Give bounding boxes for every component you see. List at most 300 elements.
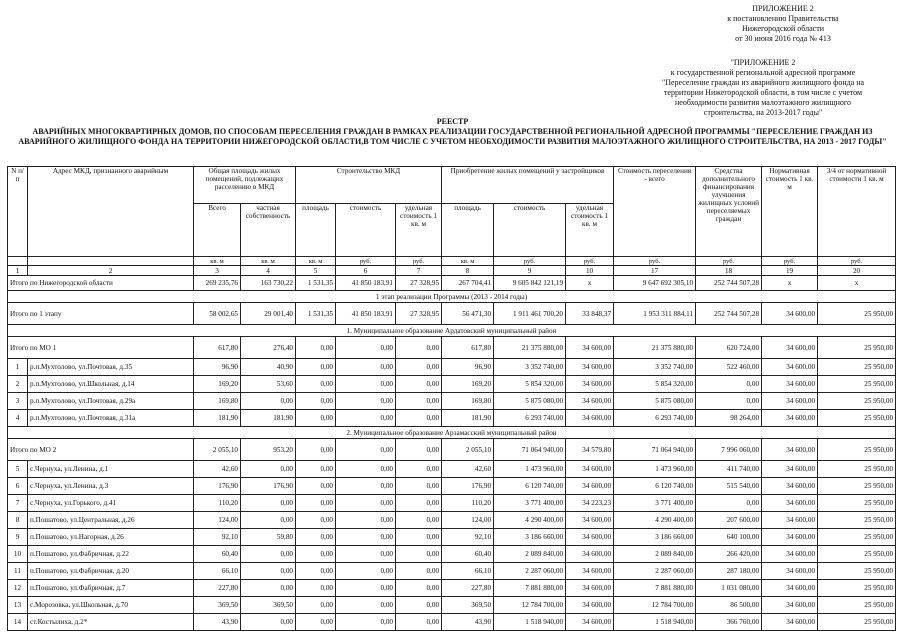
table-cell: 0,00 [396,529,442,546]
appendix-header [683,4,883,44]
table-cell: 34 600,00 [566,512,614,529]
table-cell: х [762,276,818,291]
col-construction-group-header: Строительство МКД [296,167,442,204]
table-cell: 5 854 320,00 [614,376,696,393]
table-cell: 3 [194,266,241,276]
table-row [8,359,896,376]
table-cell: 34 600,00 [566,563,614,580]
table-cell: 169,80 [194,393,241,410]
table-cell: 3 352 740,00 [494,359,566,376]
table-cell: 0,00 [396,337,442,359]
table-cell: руб. [336,257,396,266]
table-cell: 34 600,00 [762,303,818,325]
table-cell: 9 647 692 305,10 [614,276,696,291]
table-cell: 2 089 840,00 [494,546,566,563]
table-cell: 0,00 [336,359,396,376]
table-cell: 0,00 [396,495,442,512]
table-cell: 92,10 [194,529,241,546]
table-cell: 0,00 [396,461,442,478]
table-row [8,597,896,614]
table-cell: 0,00 [396,614,442,631]
table-cell: 0,00 [296,563,336,580]
table-cell: 34 600,00 [762,529,818,546]
table-cell: 0,00 [296,359,336,376]
column-index-row [8,266,896,276]
table-cell: 0,00 [336,410,396,427]
section-2-row [8,427,896,439]
table-cell: 227,80 [442,580,494,597]
table-row [8,495,896,512]
table-cell: 10 [8,546,28,563]
table-cell: 34 600,00 [762,614,818,631]
table-cell: руб. [762,257,818,266]
table-cell: 4 290 400,00 [494,512,566,529]
table-row [8,461,896,478]
table-cell: 3 [8,393,28,410]
table-cell: 2 055,10 [194,439,241,461]
table-cell: 21 375 880,00 [494,337,566,359]
col-acquisition-group-header: Приобретение жилых помещений у застройщиков [442,167,614,204]
table-cell: 12 [8,580,28,597]
table-cell: 71 064 940,00 [494,439,566,461]
program-line: "Переселение граждан из аварийного жилищного фонда на [661,78,865,87]
table-row [8,614,896,631]
table-cell: 34 600,00 [762,546,818,563]
table-cell: 2 055,10 [442,439,494,461]
table-cell: 0,00 [336,478,396,495]
table-cell: 620 724,00 [696,337,762,359]
col-area-total-header: Всего [194,204,241,257]
table-cell: 0,00 [241,461,296,478]
table-cell: 3 352 740,00 [614,359,696,376]
table-cell: 2. Муниципальное образование Арзамасский муниципальный район [8,427,896,439]
table-cell: 34 600,00 [762,563,818,580]
table-cell: 25 950,00 [818,597,896,614]
table-cell: 14 [8,614,28,631]
table-cell: 0,00 [336,614,396,631]
table-cell: 369,50 [442,597,494,614]
table-row [8,478,896,495]
table-cell: 1 473 960,00 [494,461,566,478]
table-cell: 2 [8,376,28,393]
table-cell: п.Пошатово, ул.Фабричная, д.22 [28,546,194,563]
table-cell: 25 950,00 [818,439,896,461]
table-cell: 66,10 [194,563,241,580]
registry-table [7,166,896,631]
table-cell: 10 [566,266,614,276]
table-cell: 0,00 [336,597,396,614]
table-cell: 25 950,00 [818,359,896,376]
table-cell: 8 [8,512,28,529]
table-cell: 0,00 [296,393,336,410]
col-constr-cost-header: стоимость [336,204,396,257]
table-cell: 0,00 [296,461,336,478]
table-cell: р.п.Мухтолово, ул.Почтовая, д.35 [28,359,194,376]
table-cell: кв. м [296,257,336,266]
table-cell: 25 950,00 [818,337,896,359]
table-cell: 43,90 [194,614,241,631]
col-address-header: Адрес МКД, признанного аварийным [28,167,194,257]
table-cell: 0,00 [396,478,442,495]
table-cell: 19 [762,266,818,276]
table-cell: 33 848,37 [566,303,614,325]
table-cell: 34 600,00 [566,337,614,359]
total-mo2-row [8,439,896,461]
table-cell: 1 531,35 [296,303,336,325]
table-cell: 0,00 [396,512,442,529]
table-cell: 34 600,00 [762,461,818,478]
table-cell: 207 600,00 [696,512,762,529]
table-cell: 163 730,22 [241,276,296,291]
table-cell: 6 [336,266,396,276]
table-cell: 9 [494,266,566,276]
table-cell: 34 600,00 [762,580,818,597]
table-cell: руб. [818,257,896,266]
program-line: "ПРИЛОЖЕНИЕ 2 [730,58,796,67]
col-constr-unit-header: удельная стоимость 1 кв. м [396,204,442,257]
table-cell: 25 950,00 [818,529,896,546]
table-cell: 34 600,00 [566,614,614,631]
table-cell: 0,00 [241,614,296,631]
table-cell: 0,00 [296,439,336,461]
table-cell: п.Пошатово, ул.Центральная, д.26 [28,512,194,529]
table-cell: 4 [241,266,296,276]
table-cell: 366 760,00 [696,614,762,631]
table-cell: 20 [818,266,896,276]
table-cell: 0,00 [336,546,396,563]
col-norm-cost-header: Нормативная стоимость 1 кв. м [762,167,818,257]
table-cell: 1 911 461 700,20 [494,303,566,325]
table-cell: 1 473 960,00 [614,461,696,478]
table-cell: 0,00 [696,393,762,410]
table-cell: 6 120 740,00 [614,478,696,495]
table-cell: руб. [696,257,762,266]
table-cell: с.Чернуха, ул.Горького, д.41 [28,495,194,512]
table-cell: 110,20 [194,495,241,512]
table-cell: 0,00 [396,376,442,393]
table-cell: 3 186 660,00 [494,529,566,546]
table-cell: 0,00 [336,563,396,580]
table-cell: 1 этап реализации Программы (2013 - 2014 годы) [8,291,896,303]
table-cell: 34 600,00 [566,359,614,376]
table-cell: с.Чернуха, ул.Ленина, д.3 [28,478,194,495]
program-line: строительства, на 2013-2017 годы" [703,108,823,117]
total-region-row [8,276,896,291]
table-cell: 43,90 [442,614,494,631]
table-cell: 60,40 [442,546,494,563]
table-cell: р.п.Мухтолово, ул.Школьная, д.14 [28,376,194,393]
table-cell: 25 950,00 [818,580,896,597]
table-cell: 6 293 740,00 [494,410,566,427]
table-cell: п.Пошатово, ул.Нагорная, д.26 [28,529,194,546]
table-cell: 411 740,00 [696,461,762,478]
table-cell: п.Пошатово, ул.Фабричная, д.7 [28,580,194,597]
appendix-line: ПРИЛОЖЕНИЕ 2 [752,4,814,13]
table-cell: 3 771 400,00 [614,495,696,512]
registry-title [10,117,895,147]
table-cell: 4 290 400,00 [614,512,696,529]
table-cell: 34 223,23 [566,495,614,512]
appendix-line: Нижегородской области [741,24,824,33]
table-cell: 0,00 [336,461,396,478]
table-cell: 0,00 [396,439,442,461]
table-cell: 169,80 [442,393,494,410]
col-extra-funds-header: Средства дополнительного финансирования улучшения жилищных условий переселяемых граждан [696,167,762,257]
table-cell: 34 600,00 [566,580,614,597]
appendix-line: к постановлению Правительства [727,14,839,23]
table-row [8,376,896,393]
table-row [8,563,896,580]
table-cell: 4 [8,410,28,427]
table-cell: 59,80 [241,529,296,546]
table-cell: 34 600,00 [566,410,614,427]
table-cell: 181,90 [442,410,494,427]
table-cell: 0,00 [696,495,762,512]
table-cell: 369,50 [241,597,296,614]
table-cell: 42,60 [194,461,241,478]
table-cell: 34 600,00 [762,376,818,393]
table-cell: 34 600,00 [762,512,818,529]
section-1-row [8,325,896,337]
table-cell: х [818,276,896,291]
table-cell: 640 100,00 [696,529,762,546]
table-cell: 0,00 [296,512,336,529]
table-cell: 41 850 183,91 [336,303,396,325]
table-cell: 12 784 700,00 [494,597,566,614]
table-cell: 0,00 [336,376,396,393]
table-cell: ст.Костылиха, д.2* [28,614,194,631]
table-cell: кв. м [442,257,494,266]
table-cell: 25 950,00 [818,546,896,563]
table-cell: 522 460,00 [696,359,762,376]
table-cell: 3 186 660,00 [614,529,696,546]
table-cell: 0,00 [396,597,442,614]
col-acq-unit-header: удельная стоимость 1 кв. м [566,204,614,257]
table-cell: 0,00 [296,529,336,546]
table-cell: 252 744 507,28 [696,276,762,291]
table-cell: 25 950,00 [818,393,896,410]
table-cell: 25 950,00 [818,512,896,529]
table-cell: 34 600,00 [762,393,818,410]
table-cell: 58 002,65 [194,303,241,325]
table-cell: 34 600,00 [566,376,614,393]
table-cell: 1 [8,266,28,276]
table-cell: 1. Муниципальное образование Ардатовский муниципальный район [8,325,896,337]
table-row [8,529,896,546]
table-cell: 0,00 [396,410,442,427]
table-cell: 9 [8,529,28,546]
col-norm-34-header: 3/4 от нормативной стоимости 1 кв. м [818,167,896,257]
table-cell: с.Морозовка, ул.Школьная, д.70 [28,597,194,614]
table-cell: 515 540,00 [696,478,762,495]
table-row [8,546,896,563]
table-cell: 181,90 [241,410,296,427]
table-cell: Итого по Нижегородской области [8,276,194,291]
table-cell: 0,00 [336,393,396,410]
table-cell: 25 950,00 [818,410,896,427]
col-area-private-header: частная собственность [241,204,296,257]
table-cell: 25 950,00 [818,495,896,512]
table-cell: 0,00 [296,614,336,631]
table-cell: 34 600,00 [762,597,818,614]
table-cell: 13 [8,597,28,614]
table-cell: 12 784 700,00 [614,597,696,614]
col-acq-area-header: площадь [442,204,494,257]
table-cell: 7 881 880,00 [614,580,696,597]
table-cell: 0,00 [296,376,336,393]
table-cell: 1 031 080,00 [696,580,762,597]
table-cell: 1 518 940,00 [494,614,566,631]
table-cell: 176,90 [442,478,494,495]
table-cell: 0,00 [696,376,762,393]
table-cell: 98 264,00 [696,410,762,427]
table-cell: 27 328,95 [396,303,442,325]
table-cell: 8 [442,266,494,276]
table-cell: 34 600,00 [762,359,818,376]
table-cell: руб. [566,257,614,266]
table-cell: 0,00 [336,512,396,529]
table-cell: 27 328,95 [396,276,442,291]
table-cell: руб. [494,257,566,266]
table-cell: 227,80 [194,580,241,597]
table-cell: руб. [396,257,442,266]
table-cell: 0,00 [296,495,336,512]
table-cell: 6 120 740,00 [494,478,566,495]
table-cell: 86 500,00 [696,597,762,614]
table-cell: руб. [614,257,696,266]
table-cell: 34 600,00 [762,337,818,359]
table-cell: 34 600,00 [566,529,614,546]
table-cell: 617,80 [442,337,494,359]
table-cell: 0,00 [296,337,336,359]
table-cell: 252 744 507,28 [696,303,762,325]
table-cell: 267 704,41 [442,276,494,291]
table-cell: 124,00 [194,512,241,529]
table-cell: Итого по МО 2 [8,439,194,461]
table-cell: 56 471,30 [442,303,494,325]
table-cell: 18 [696,266,762,276]
program-header [643,58,883,118]
table-cell: 169,20 [194,376,241,393]
table-cell: 34 600,00 [566,546,614,563]
table-cell: 0,00 [396,393,442,410]
appendix-line: от 30 июня 2016 года № 413 [735,34,831,43]
table-cell: 11 [8,563,28,580]
table-cell: 2 287 060,00 [614,563,696,580]
table-cell: 0,00 [336,529,396,546]
registry-title-line1: РЕЕСТР [436,117,469,126]
table-cell: 41 850 183,91 [336,276,396,291]
table-cell: 0,00 [396,580,442,597]
table-cell: 0,00 [241,563,296,580]
table-cell: 66,10 [442,563,494,580]
table-cell: 0,00 [336,337,396,359]
col-area-group-header: Общая площадь жилых помещений, подлежащих расселению в МКД [194,167,296,204]
table-cell: 34 600,00 [762,439,818,461]
table-cell: 25 950,00 [818,614,896,631]
table-cell: 124,00 [442,512,494,529]
table-cell: 96,90 [194,359,241,376]
table-cell: 0,00 [336,580,396,597]
table-cell: 176,90 [241,478,296,495]
table-cell: 7 [8,495,28,512]
stage-title-row [8,291,896,303]
table-cell: 0,00 [396,546,442,563]
table-cell: 6 293 740,00 [614,410,696,427]
table-cell: 34 579,80 [566,439,614,461]
table-cell: 53,60 [241,376,296,393]
table-cell: 3 771 400,00 [494,495,566,512]
table-cell: 0,00 [396,563,442,580]
table-cell: р.п.Мухтолово, ул.Почтовая, д.31а [28,410,194,427]
table-cell: 6 [8,478,28,495]
table-row [8,393,896,410]
table-cell: Итого по МО 1 [8,337,194,359]
table-cell: 0,00 [296,597,336,614]
table-cell: 0,00 [241,512,296,529]
table-cell: 2 089 840,00 [614,546,696,563]
table-cell: 21 375 880,00 [614,337,696,359]
table-cell: 25 950,00 [818,563,896,580]
total-mo1-row [8,337,896,359]
table-cell: кв. м [194,257,241,266]
table-cell: 40,90 [241,359,296,376]
table-cell: 2 287 060,00 [494,563,566,580]
registry-title-line2: АВАРИЙНЫХ МНОГОКВАРТИРНЫХ ДОМОВ, ПО СПОСОБАМ ПЕРЕСЕЛЕНИЯ ГРАЖДАН В РАМКАХ РЕАЛИЗАЦИИ ГОСУДАРСТВЕННОЙ РЕГИОНАЛЬНОЙ АДРЕСНОЙ ПРОГРАММЫ "ПЕРЕСЕЛЕНИЕ ГРАЖДАН ИЗ АВАРИЙНОГО ЖИЛИЩНОГО ФОНДА НА ТЕРРИТОРИИ НИЖЕГОРОДСКОЙ ОБЛАСТИ,В ТОМ ЧИСЛЕ С УЧЕТОМ НЕОБХОДИМОСТИ РАЗВИТИЯ МАЛОЭТАЖНОГО ЖИЛИЩНОГО СТРОИТЕЛЬСТВА, НА 2013 - 2017 ГОДЫ" [18,127,887,146]
col-n-header: N п/п [8,167,28,257]
table-cell: 0,00 [241,393,296,410]
table-cell: 17 [614,266,696,276]
table-cell: 369,50 [194,597,241,614]
table-cell: п.Пошатово, ул.Фабричная, д.20 [28,563,194,580]
col-total-cost-header: Стоимость переселения - всего [614,167,696,257]
table-cell: 96,90 [442,359,494,376]
table-cell: 29 001,40 [241,303,296,325]
col-constr-area-header: площадь [296,204,336,257]
table-cell: 276,40 [241,337,296,359]
table-cell: 0,00 [241,495,296,512]
table-cell: 42,60 [442,461,494,478]
table-cell: 1 518 940,00 [614,614,696,631]
table-cell: 9 605 842 121,19 [494,276,566,291]
table-cell: 25 950,00 [818,478,896,495]
col-acq-cost-header: стоимость [494,204,566,257]
table-cell: 0,00 [296,478,336,495]
table-cell: Итого по 1 этапу [8,303,194,325]
table-cell: 34 600,00 [762,478,818,495]
table-cell: 71 064 940,00 [614,439,696,461]
table-cell: 92,10 [442,529,494,546]
table-cell: 1 953 311 884,11 [614,303,696,325]
table-cell: 110,20 [442,495,494,512]
table-cell: кв. м [241,257,296,266]
table-cell: 34 600,00 [566,597,614,614]
table-cell: р.п.Мухтолово, ул.Почтовая, д.29а [28,393,194,410]
table-cell: 5 875 080,00 [494,393,566,410]
table-row [8,512,896,529]
table-cell: 5 875 080,00 [614,393,696,410]
table-cell: 176,90 [194,478,241,495]
table-cell: 181,90 [194,410,241,427]
table-cell: 0,00 [296,580,336,597]
table-cell: с.Чернуха, ул.Ленина, д.1 [28,461,194,478]
table-row [8,410,896,427]
table-cell: 953,20 [241,439,296,461]
table-cell: 25 950,00 [818,461,896,478]
table-cell: 5 [296,266,336,276]
table-cell: 34 600,00 [566,461,614,478]
total-stage-row [8,303,896,325]
